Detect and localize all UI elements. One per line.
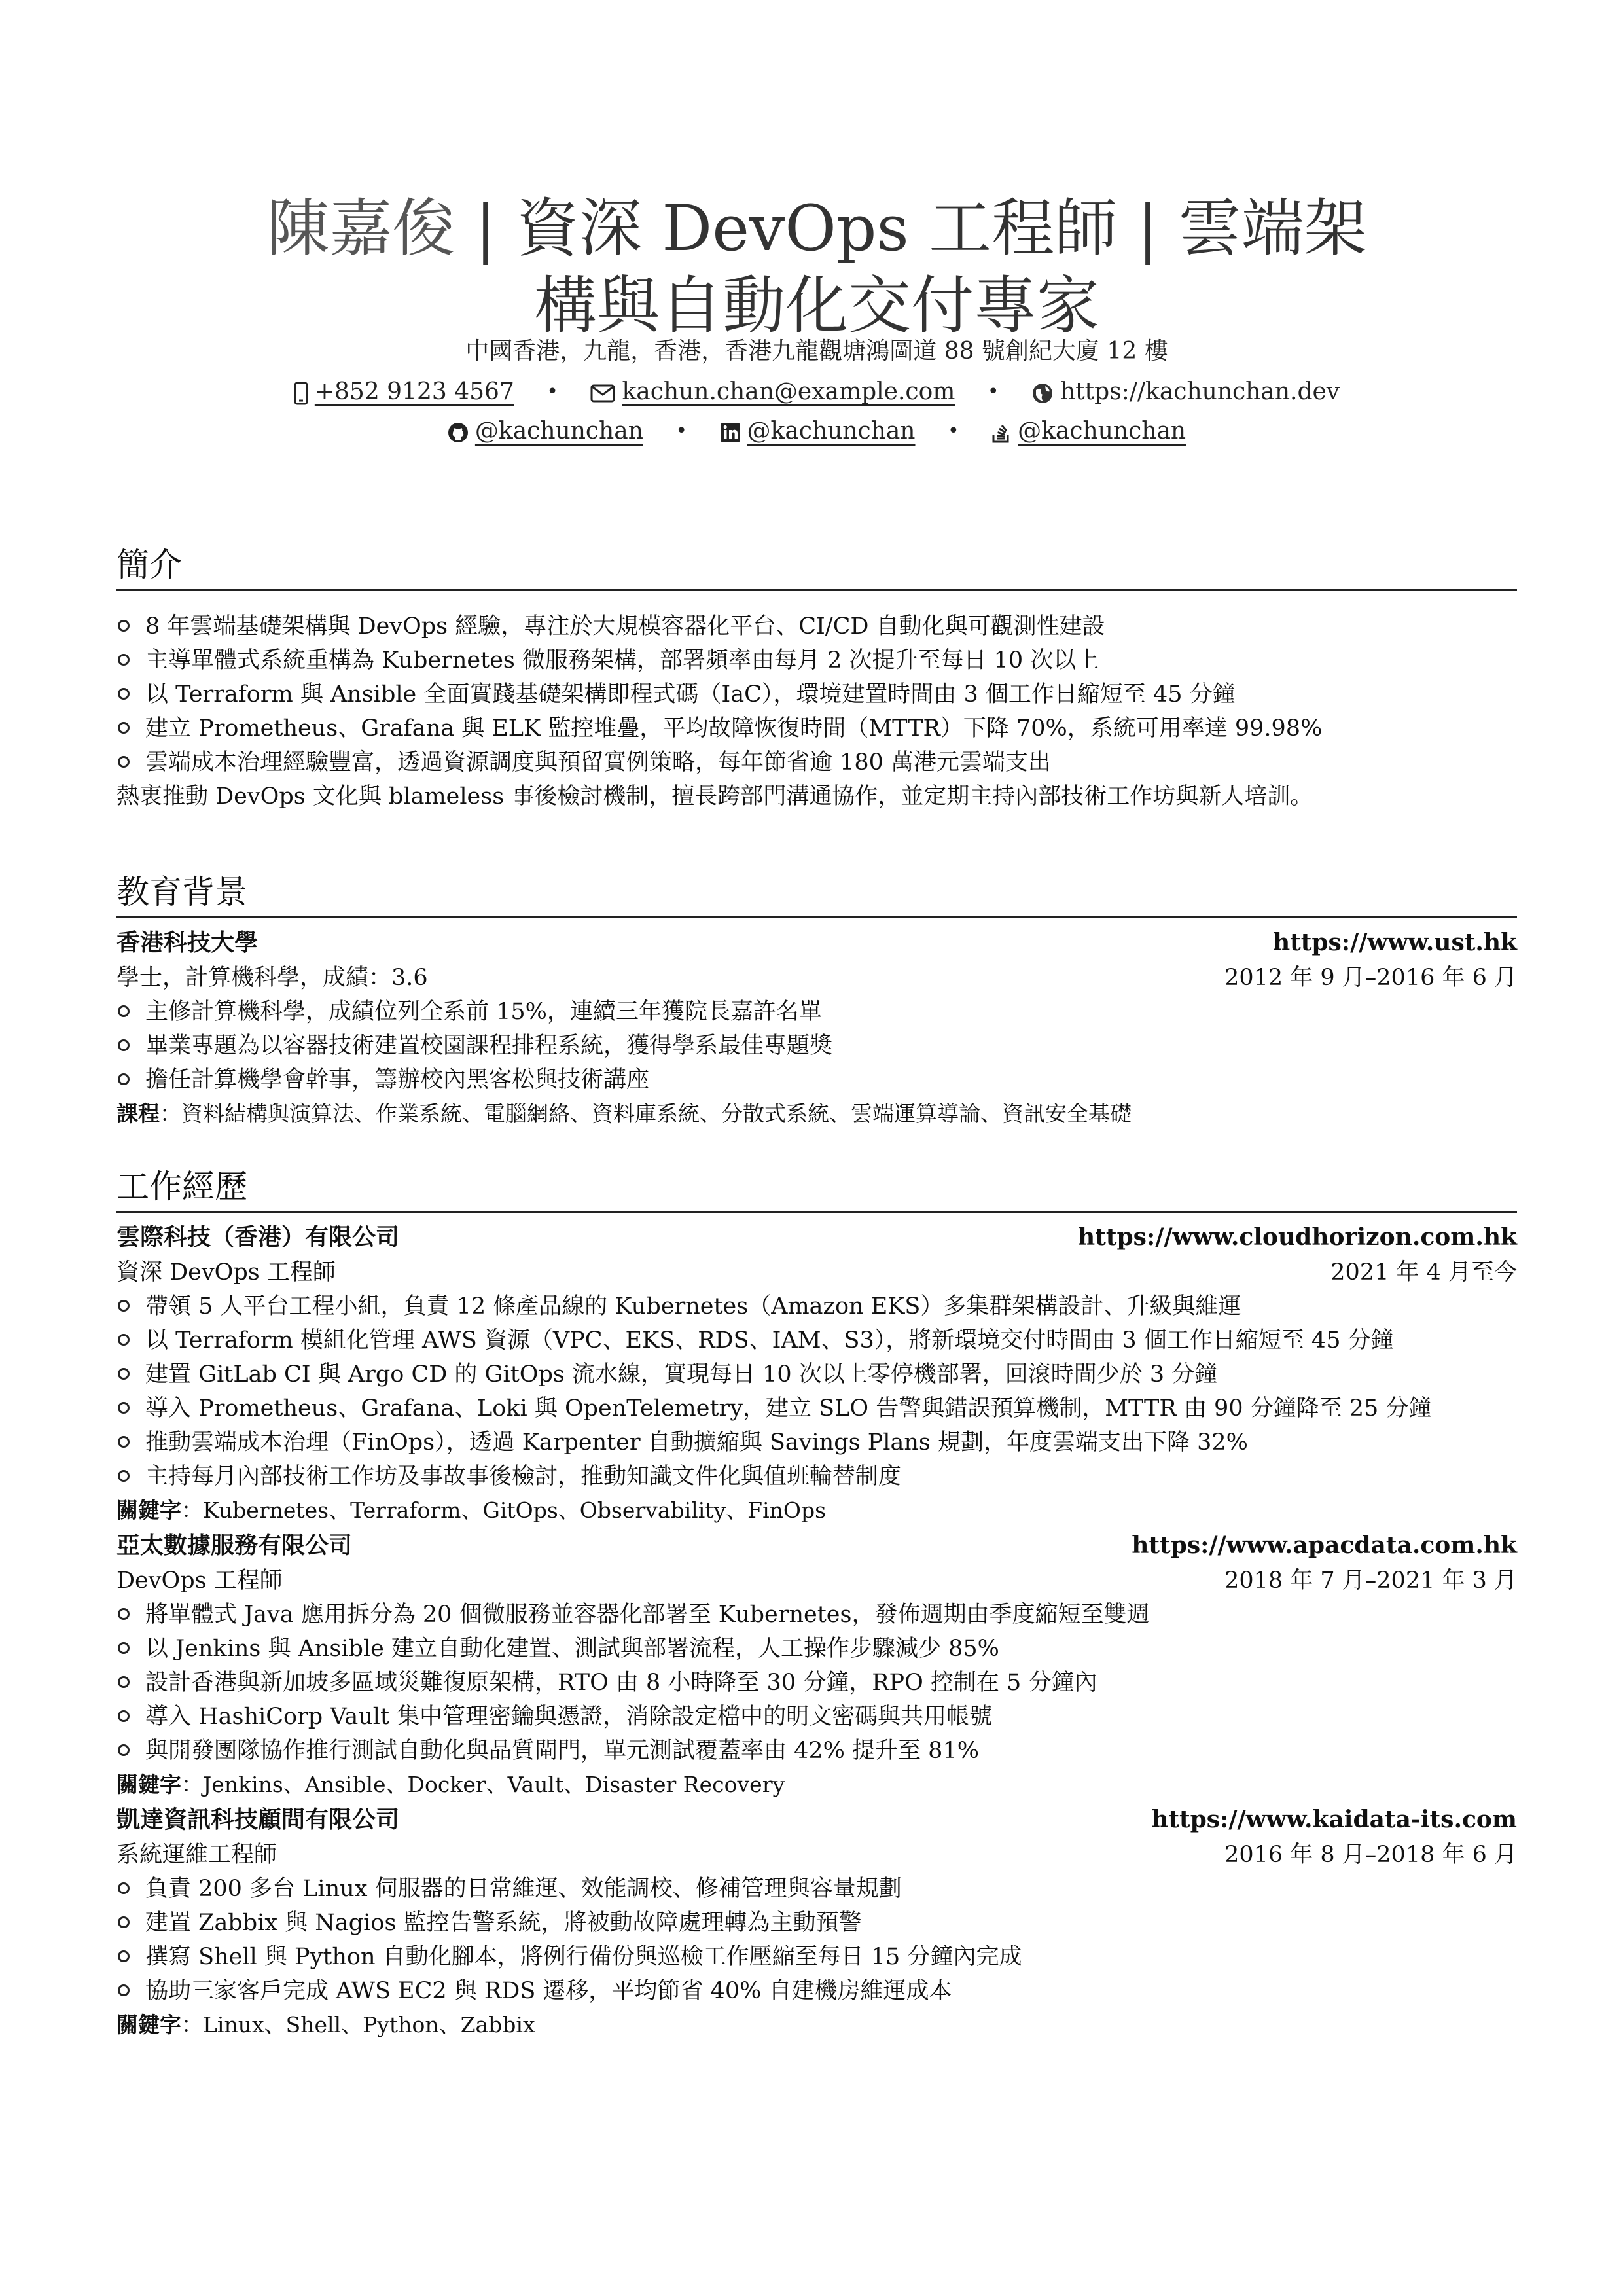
list-item: 與開發團隊協作推行測試自動化與品質閘門，單元測試覆蓋率由 42% 提升至 81%: [116, 1734, 1517, 1768]
education-date: 2012 年 9 月–2016 年 6 月: [1224, 965, 1517, 991]
job-role: 資深 DevOps 工程師: [116, 1259, 336, 1285]
summary-list: [116, 609, 1517, 780]
github-icon: [448, 422, 469, 443]
github-link[interactable]: @kachunchan: [474, 418, 643, 444]
company-name: 亞太數據服務有限公司: [116, 1532, 353, 1559]
company-url[interactable]: https://www.kaidata-its.com: [1151, 1806, 1517, 1833]
education-detail-row: [116, 961, 1517, 995]
list-item: 設計香港與新加坡多區域災難復原架構，RTO 由 8 小時降至 30 分鐘，RPO 控制在 5 分鐘內: [116, 1666, 1517, 1700]
phone-link[interactable]: +852 9123 4567: [314, 378, 514, 405]
list-item: 撰寫 Shell 與 Python 自動化腳本，將例行備份與巡檢工作壓縮至每日 15 分鐘內完成: [116, 1940, 1517, 1974]
resume-title: [116, 190, 1517, 344]
stackoverflow-link[interactable]: @kachunchan: [1018, 418, 1186, 444]
keywords-text: ：Jenkins、Ansible、Docker、Vault、Disaster Recovery: [181, 1772, 785, 1797]
contact-row-1: [116, 374, 1517, 408]
list-item: 協助三家客戶完成 AWS EC2 與 RDS 遷移，平均節省 40% 自建機房維運成本: [116, 1974, 1517, 2008]
list-item: 主持每月內部技術工作坊及事故事後檢討，推動知識文件化與值班輪替制度: [116, 1460, 1517, 1494]
linkedin-icon: [720, 422, 741, 443]
education-header-row: [116, 925, 1517, 961]
separator-dot: •: [675, 420, 688, 442]
globe-icon: [1031, 382, 1054, 404]
degree: 學士，計算機科學，成績：3.6: [116, 965, 428, 991]
title-line-2: 構與自動化交付專家: [534, 269, 1099, 342]
education-list: [116, 995, 1517, 1097]
person-name: 陳嘉俊: [266, 192, 455, 265]
list-item: 以 Terraform 模組化管理 AWS 資源（VPC、EKS、RDS、IAM、S3），將新環境交付時間由 3 個工作日縮短至 45 分鐘: [116, 1323, 1517, 1357]
job-date: 2018 年 7 月–2021 年 3 月: [1224, 1568, 1517, 1594]
github-contact[interactable]: [448, 415, 643, 448]
summary-closing: 熱衷推動 DevOps 文化與 blameless 事後檢討機制，擅長跨部門溝通協作，並定期主持內部技術工作坊與新人培訓。: [116, 783, 1313, 810]
email-link[interactable]: kachun.chan@example.com: [622, 378, 955, 405]
stackoverflow-contact[interactable]: [991, 415, 1186, 448]
list-item: 導入 HashiCorp Vault 集中管理密鑰與憑證，消除設定檔中的明文密碼與共用帳號: [116, 1700, 1517, 1734]
list-item: 推動雲端成本治理（FinOps），透過 Karpenter 自動擴縮與 Savings Plans 規劃，年度雲端支出下降 32%: [116, 1426, 1517, 1460]
list-item: 主導單體式系統重構為 Kubernetes 微服務架構，部署頻率由每月 2 次提升至每日 10 次以上: [116, 643, 1517, 677]
section-title-summary: 簡介: [116, 543, 1517, 591]
courses-label: 課程: [116, 1101, 160, 1126]
list-item: 負責 200 多台 Linux 伺服器的日常維運、效能調校、修補管理與容量規劃: [116, 1872, 1517, 1906]
job-role-row: [116, 1838, 1517, 1872]
keywords-line: [116, 1494, 1517, 1528]
job-header-row: [116, 1219, 1517, 1255]
courses-line: [116, 1097, 1517, 1131]
job-bullets: [116, 1289, 1517, 1494]
company-url[interactable]: https://www.cloudhorizon.com.hk: [1078, 1223, 1517, 1251]
job-role-row: [116, 1564, 1517, 1598]
contact-row-2: [116, 414, 1517, 448]
keywords-text: ：Kubernetes、Terraform、GitOps、Observability、FinOps: [181, 1498, 827, 1523]
list-item: 雲端成本治理經驗豐富，透過資源調度與預留實例策略，每年節省逾 180 萬港元雲端支出: [116, 745, 1517, 780]
keywords-line: [116, 1768, 1517, 1802]
section-title-experience: 工作經歷: [116, 1165, 1517, 1213]
job-bullets: [116, 1872, 1517, 2008]
section-title-education: 教育背景: [116, 870, 1517, 918]
keywords-text: ：Linux、Shell、Python、Zabbix: [181, 2012, 535, 2037]
list-item: 8 年雲端基礎架構與 DevOps 經驗，專注於大規模容器化平台、CI/CD 自動化與可觀測性建設: [116, 609, 1517, 643]
keywords-label: 關鍵字: [116, 1498, 181, 1523]
job-role: 系統運維工程師: [116, 1842, 277, 1868]
courses-text: ：資料結構與演算法、作業系統、電腦網絡、資料庫系統、分散式系統、雲端運算導論、資訊安全基礎: [160, 1101, 1132, 1126]
list-item: 以 Terraform 與 Ansible 全面實踐基礎架構即程式碼（IaC），環境建置時間由 3 個工作日縮短至 45 分鐘: [116, 677, 1517, 711]
job-role: DevOps 工程師: [116, 1568, 283, 1594]
email-contact[interactable]: [590, 376, 955, 408]
school-url[interactable]: https://www.ust.hk: [1272, 929, 1517, 956]
job-header-row: [116, 1528, 1517, 1564]
list-item: 主修計算機科學，成績位列全系前 15%，連續三年獲院長嘉許名單: [116, 995, 1517, 1029]
list-item: 以 Jenkins 與 Ansible 建立自動化建置、測試與部署流程，人工操作步驟減少 85%: [116, 1632, 1517, 1666]
job-header-row: [116, 1802, 1517, 1838]
company-name: 雲際科技（香港）有限公司: [116, 1224, 400, 1251]
separator-dot: •: [987, 380, 999, 403]
company-name: 凱達資訊科技顧問有限公司: [116, 1806, 400, 1833]
website-link[interactable]: https://kachunchan.dev: [1060, 378, 1340, 405]
separator-dot: •: [947, 420, 959, 442]
website-contact[interactable]: [1031, 376, 1340, 408]
list-item: 將單體式 Java 應用拆分為 20 個微服務並容器化部署至 Kubernetes，發佈週期由季度縮短至雙週: [116, 1598, 1517, 1632]
job-date: 2021 年 4 月至今: [1330, 1259, 1517, 1285]
keywords-label: 關鍵字: [116, 2012, 181, 2037]
list-item: 導入 Prometheus、Grafana、Loki 與 OpenTelemetry，建立 SLO 告警與錯誤預算機制，MTTR 由 90 分鐘降至 25 分鐘: [116, 1391, 1517, 1426]
separator-dot: •: [546, 380, 558, 403]
education-section: [116, 870, 1517, 1131]
job-date: 2016 年 8 月–2018 年 6 月: [1224, 1842, 1517, 1868]
list-item: 建置 GitLab CI 與 Argo CD 的 GitOps 流水線，實現每日 10 次以上零停機部署，回滾時間少於 3 分鐘: [116, 1357, 1517, 1391]
mail-icon: [590, 384, 615, 403]
job-bullets: [116, 1598, 1517, 1768]
phone-icon: [294, 382, 308, 405]
address: 中國香港，九龍，香港，香港九龍觀塘鴻圖道 88 號創紀大廈 12 樓: [465, 338, 1168, 365]
list-item: 擔任計算機學會幹事，籌辦校內黑客松與技術講座: [116, 1063, 1517, 1097]
experience-section: [116, 1165, 1517, 2042]
keywords-label: 關鍵字: [116, 1772, 181, 1797]
list-item: 建置 Zabbix 與 Nagios 監控告警系統，將被動故障處理轉為主動預警: [116, 1906, 1517, 1940]
school-name: 香港科技大學: [116, 929, 259, 956]
stackoverflow-icon: [991, 422, 1011, 444]
list-item: 建立 Prometheus、Grafana 與 ELK 監控堆疊，平均故障恢復時間（MTTR）下降 70%，系統可用率達 99.98%: [116, 711, 1517, 745]
list-item: 帶領 5 人平台工程小組，負責 12 條產品線的 Kubernetes（Amazon EKS）多集群架構設計、升級與維運: [116, 1289, 1517, 1323]
summary-section: [116, 543, 1517, 814]
linkedin-link[interactable]: @kachunchan: [747, 418, 916, 444]
job-role-row: [116, 1255, 1517, 1289]
phone-contact[interactable]: [294, 376, 514, 408]
title-line-1: | 資深 DevOps 工程師 | 雲端架: [455, 192, 1367, 265]
keywords-line: [116, 2008, 1517, 2042]
linkedin-contact[interactable]: [720, 415, 916, 448]
company-url[interactable]: https://www.apacdata.com.hk: [1132, 1532, 1517, 1559]
list-item: 畢業專題為以容器技術建置校園課程排程系統，獲得學系最佳專題獎: [116, 1029, 1517, 1063]
